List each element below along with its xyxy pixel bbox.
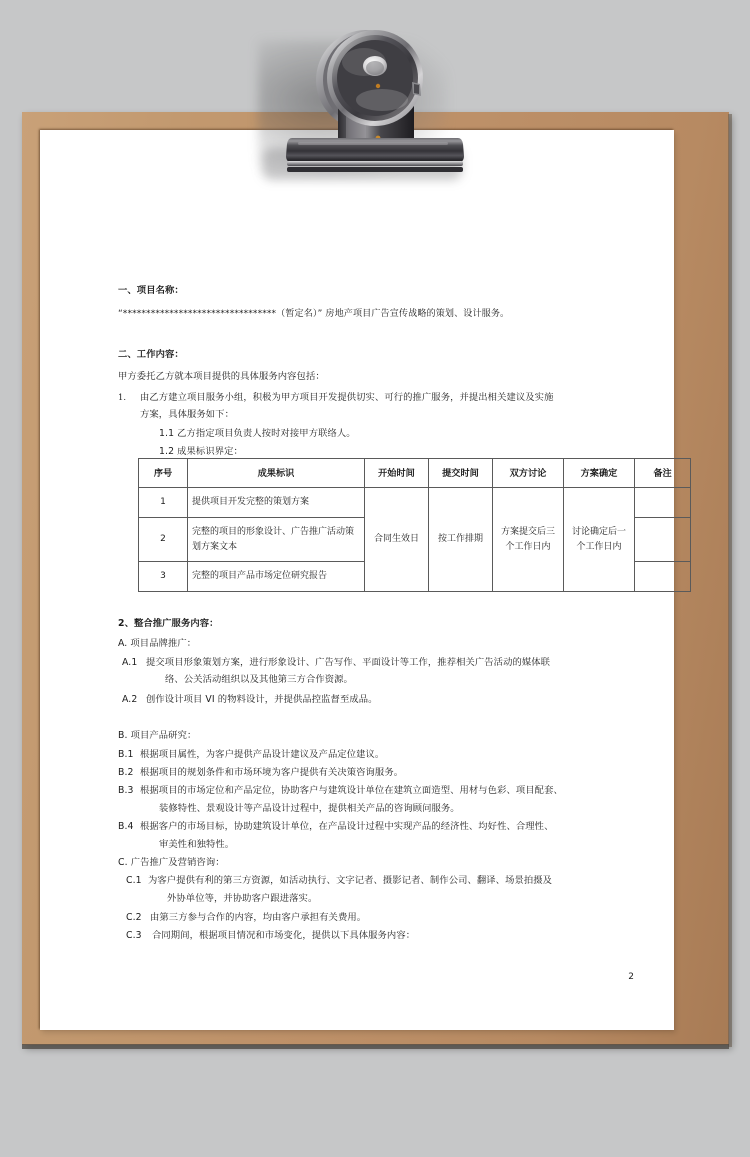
item-1-marker: 1.: [118, 392, 126, 402]
item-b3-line-2: 装修特性、景观设计等产品设计过程中，提供相关产品的咨询顾问服务。: [159, 803, 460, 814]
item-a2-line-1: 创作设计项目 VI 的物料设计，并提供品控监督至成品。: [146, 694, 378, 705]
group-a-title: A. 项目品牌推广：: [118, 638, 197, 649]
cell-no: 2: [139, 518, 188, 562]
clip-disc-front: [327, 30, 423, 126]
item-1-sub-1: 1.1 乙方指定项目负责人按时对接甲方联络人。: [159, 428, 356, 439]
table-header-row: [139, 459, 691, 488]
cell-no: 1: [139, 488, 188, 518]
section-2-line-1: 甲方委托乙方就本项目提供的具体服务内容包括：: [118, 371, 325, 382]
th-confirm: 方案确定: [564, 459, 635, 488]
clip-rivet-upper: [376, 84, 380, 88]
item-c3-line-1: 合同期间，根据项目情况和市场变化，提供以下具体服务内容：: [152, 930, 416, 941]
item-b3-line-1: 根据项目的市场定位和产品定位，协助客户与建筑设计单位在建筑立面造型、用材与色彩、项目配套、: [140, 785, 563, 796]
group-c-title: C. 广告推广及营销咨询：: [118, 857, 225, 868]
item-b4-line-1: 根据客户的市场目标，协助建筑设计单位，在产品设计过程中实现产品的经济性、均好性、合理性、: [140, 821, 554, 832]
th-item: 成果标识: [188, 459, 365, 488]
clipboard-right-edge: [728, 114, 732, 1047]
cell-start-time: 合同生效日: [365, 488, 429, 592]
item-a1-label: A.1: [122, 657, 138, 668]
section-heading-1: 一、项目名称：: [118, 285, 184, 296]
item-b1-line-1: 根据项目属性，为客户提供产品设计建议及产品定位建议。: [140, 749, 385, 760]
item-b3-label: B.3: [118, 785, 134, 796]
result-identification-table: [138, 458, 691, 592]
cell-item: 完整的项目产品市场定位研究报告: [188, 562, 365, 592]
item-c2-line-1: 由第三方参与合作的内容，均由客户承担有关费用。: [150, 912, 367, 923]
item-c1-line-2: 外协单位等，并协助客户跟进落实。: [167, 893, 318, 904]
clip-grip-bar[interactable]: [286, 138, 464, 172]
item-b2-label: B.2: [118, 767, 134, 778]
page-number: 2: [628, 972, 634, 982]
cell-item: 提供项目开发完整的策划方案: [188, 488, 365, 518]
th-no: 序号: [139, 459, 188, 488]
item-b4-label: B.4: [118, 821, 134, 832]
cell-no: 3: [139, 562, 188, 592]
section-heading-2: 二、工作内容：: [118, 349, 184, 360]
cell-note: [635, 488, 691, 518]
th-note: 备注: [635, 459, 691, 488]
document-body: [40, 130, 674, 1030]
item-b2-line-1: 根据项目的规划条件和市场环境为客户提供有关决策咨询服务。: [140, 767, 404, 778]
table-row: [139, 488, 691, 518]
section-1-line-1: “*********************************（暂定名）” 房地产项目广告宣传战略的策划、设计服务。: [118, 309, 510, 319]
clipboard-board: [22, 112, 729, 1045]
item-1-sub-2: 1.2 成果标识界定：: [159, 446, 243, 457]
item-1-line-1: 由乙方建立项目服务小组，积极为甲方项目开发提供切实、可行的推广服务，并提出相关建议及实施: [140, 392, 554, 403]
cell-confirmation: 讨论确定后一个工作日内: [564, 488, 635, 592]
cell-note: [635, 562, 691, 592]
item-c2-label: C.2: [126, 912, 142, 923]
item-c3-label: C.3: [126, 930, 142, 941]
th-submit: 提交时间: [429, 459, 493, 488]
item-c1-line-1: 为客户提供有利的第三方资源，如活动执行、文字记者、摄影记者、制作公司、翻译、场景拍摄及: [148, 875, 553, 886]
item-a1-line-2: 络、公关活动组织以及其他第三方合作资源。: [165, 674, 353, 685]
item-1-line-2: 方案，具体服务如下：: [140, 409, 234, 420]
paper-sheet: [40, 130, 674, 1030]
th-discuss: 双方讨论: [493, 459, 564, 488]
item-b4-line-2: 审美性和独特性。: [159, 839, 235, 850]
clipboard-bottom-edge: [22, 1044, 729, 1049]
group-b-title: B. 项目产品研究：: [118, 730, 197, 741]
cell-submit-time: 按工作排期: [429, 488, 493, 592]
item-a1-line-1: 提交项目形象策划方案，进行形象设计、广告写作、平面设计等工作，推荐相关广告活动的媒体联: [146, 657, 551, 668]
section-2-heading: 2、整合推广服务内容：: [118, 618, 219, 629]
th-start: 开始时间: [365, 459, 429, 488]
item-c1-label: C.1: [126, 875, 142, 886]
cell-item: 完整的项目的形象设计、广告推广活动策划方案文本: [188, 518, 365, 562]
item-a2-label: A.2: [122, 694, 138, 705]
item-b1-label: B.1: [118, 749, 134, 760]
cell-discussion: 方案提交后三个工作日内: [493, 488, 564, 592]
clip-side-lever[interactable]: [412, 82, 421, 96]
binder-clip[interactable]: [274, 22, 474, 182]
clip-hole-inner: [366, 61, 384, 75]
cell-note: [635, 518, 691, 562]
